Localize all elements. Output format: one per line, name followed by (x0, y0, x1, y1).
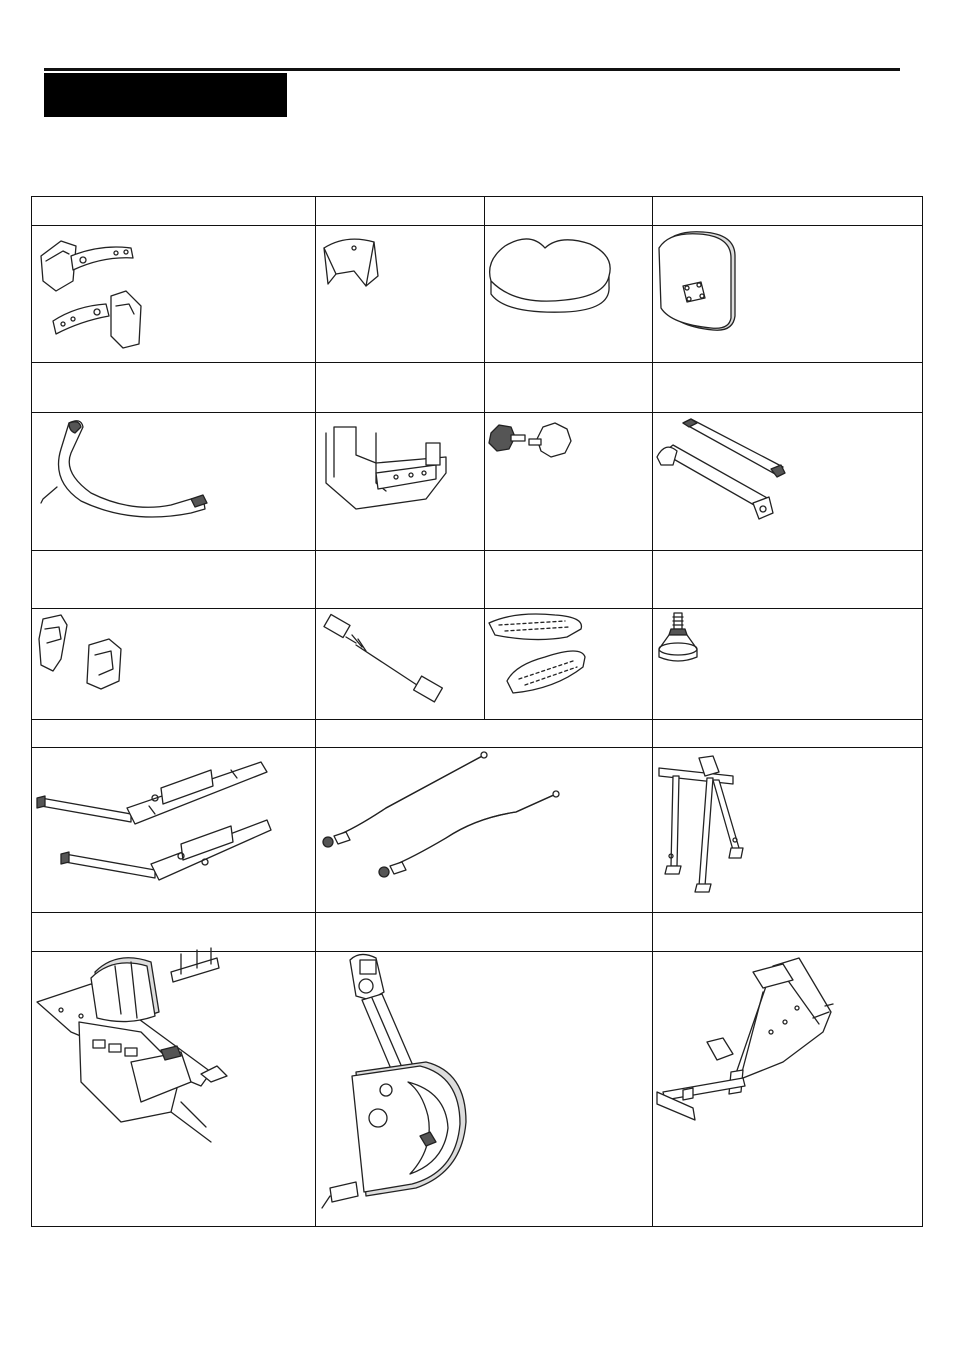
part-label-14 (316, 720, 652, 747)
part-label-17 (316, 913, 652, 951)
part-image-15 (653, 748, 923, 912)
part-label-5 (31, 363, 315, 412)
backrest-pad-icon (653, 226, 743, 336)
part-image-4 (653, 226, 923, 362)
stabilizer-tube-pair-icon (653, 413, 793, 533)
part-label-4 (653, 196, 923, 225)
part-label-16 (31, 913, 315, 951)
pedal-pair-icon (485, 609, 595, 699)
part-label-2 (316, 196, 484, 225)
tension-cable-icon (316, 609, 456, 709)
header-rule (44, 68, 900, 71)
part-image-16 (31, 952, 315, 1227)
seat-cover-icon (316, 226, 386, 296)
seat-rail-pair-icon (31, 748, 271, 898)
part-image-1 (31, 226, 315, 362)
part-image-17 (316, 952, 652, 1227)
part-label-6 (316, 363, 484, 412)
part-image-14 (316, 748, 652, 912)
part-label-9 (31, 551, 315, 608)
part-image-2 (316, 226, 484, 362)
part-label-11 (485, 551, 652, 608)
part-image-6 (316, 413, 484, 550)
part-image-7 (485, 413, 652, 550)
handle-post-frame-icon (653, 748, 773, 898)
part-image-13 (31, 748, 315, 912)
rear-base-frame-icon (653, 952, 843, 1122)
part-label-3 (485, 196, 652, 225)
part-image-10 (316, 609, 484, 719)
end-cap-pair-icon (31, 609, 141, 699)
part-label-13 (31, 720, 315, 747)
part-label-7 (485, 363, 652, 412)
part-label-15 (653, 720, 923, 747)
part-image-11 (485, 609, 652, 719)
part-label-12 (653, 551, 923, 608)
part-image-8 (653, 413, 923, 550)
part-image-3 (485, 226, 652, 362)
main-frame-exploded-icon (31, 952, 261, 1142)
part-image-18 (653, 952, 923, 1227)
seat-cushion-icon (485, 226, 615, 316)
part-image-12 (653, 609, 923, 719)
console-mast-housing-icon (316, 952, 476, 1212)
leveling-foot-icon (653, 609, 703, 669)
part-label-1 (31, 196, 315, 225)
part-image-9 (31, 609, 315, 719)
part-label-10 (316, 551, 484, 608)
parts-table (31, 196, 923, 1227)
seat-bracket-pair-icon (31, 226, 151, 356)
adjustment-knob-pair-icon (485, 413, 575, 473)
part-label-18 (653, 913, 923, 951)
connecting-rod-pair-icon (316, 748, 566, 878)
handlebar-icon (31, 413, 221, 523)
seat-frame-icon (316, 413, 456, 523)
section-title-box (44, 73, 287, 117)
part-image-5 (31, 413, 315, 550)
part-label-8 (653, 363, 923, 412)
